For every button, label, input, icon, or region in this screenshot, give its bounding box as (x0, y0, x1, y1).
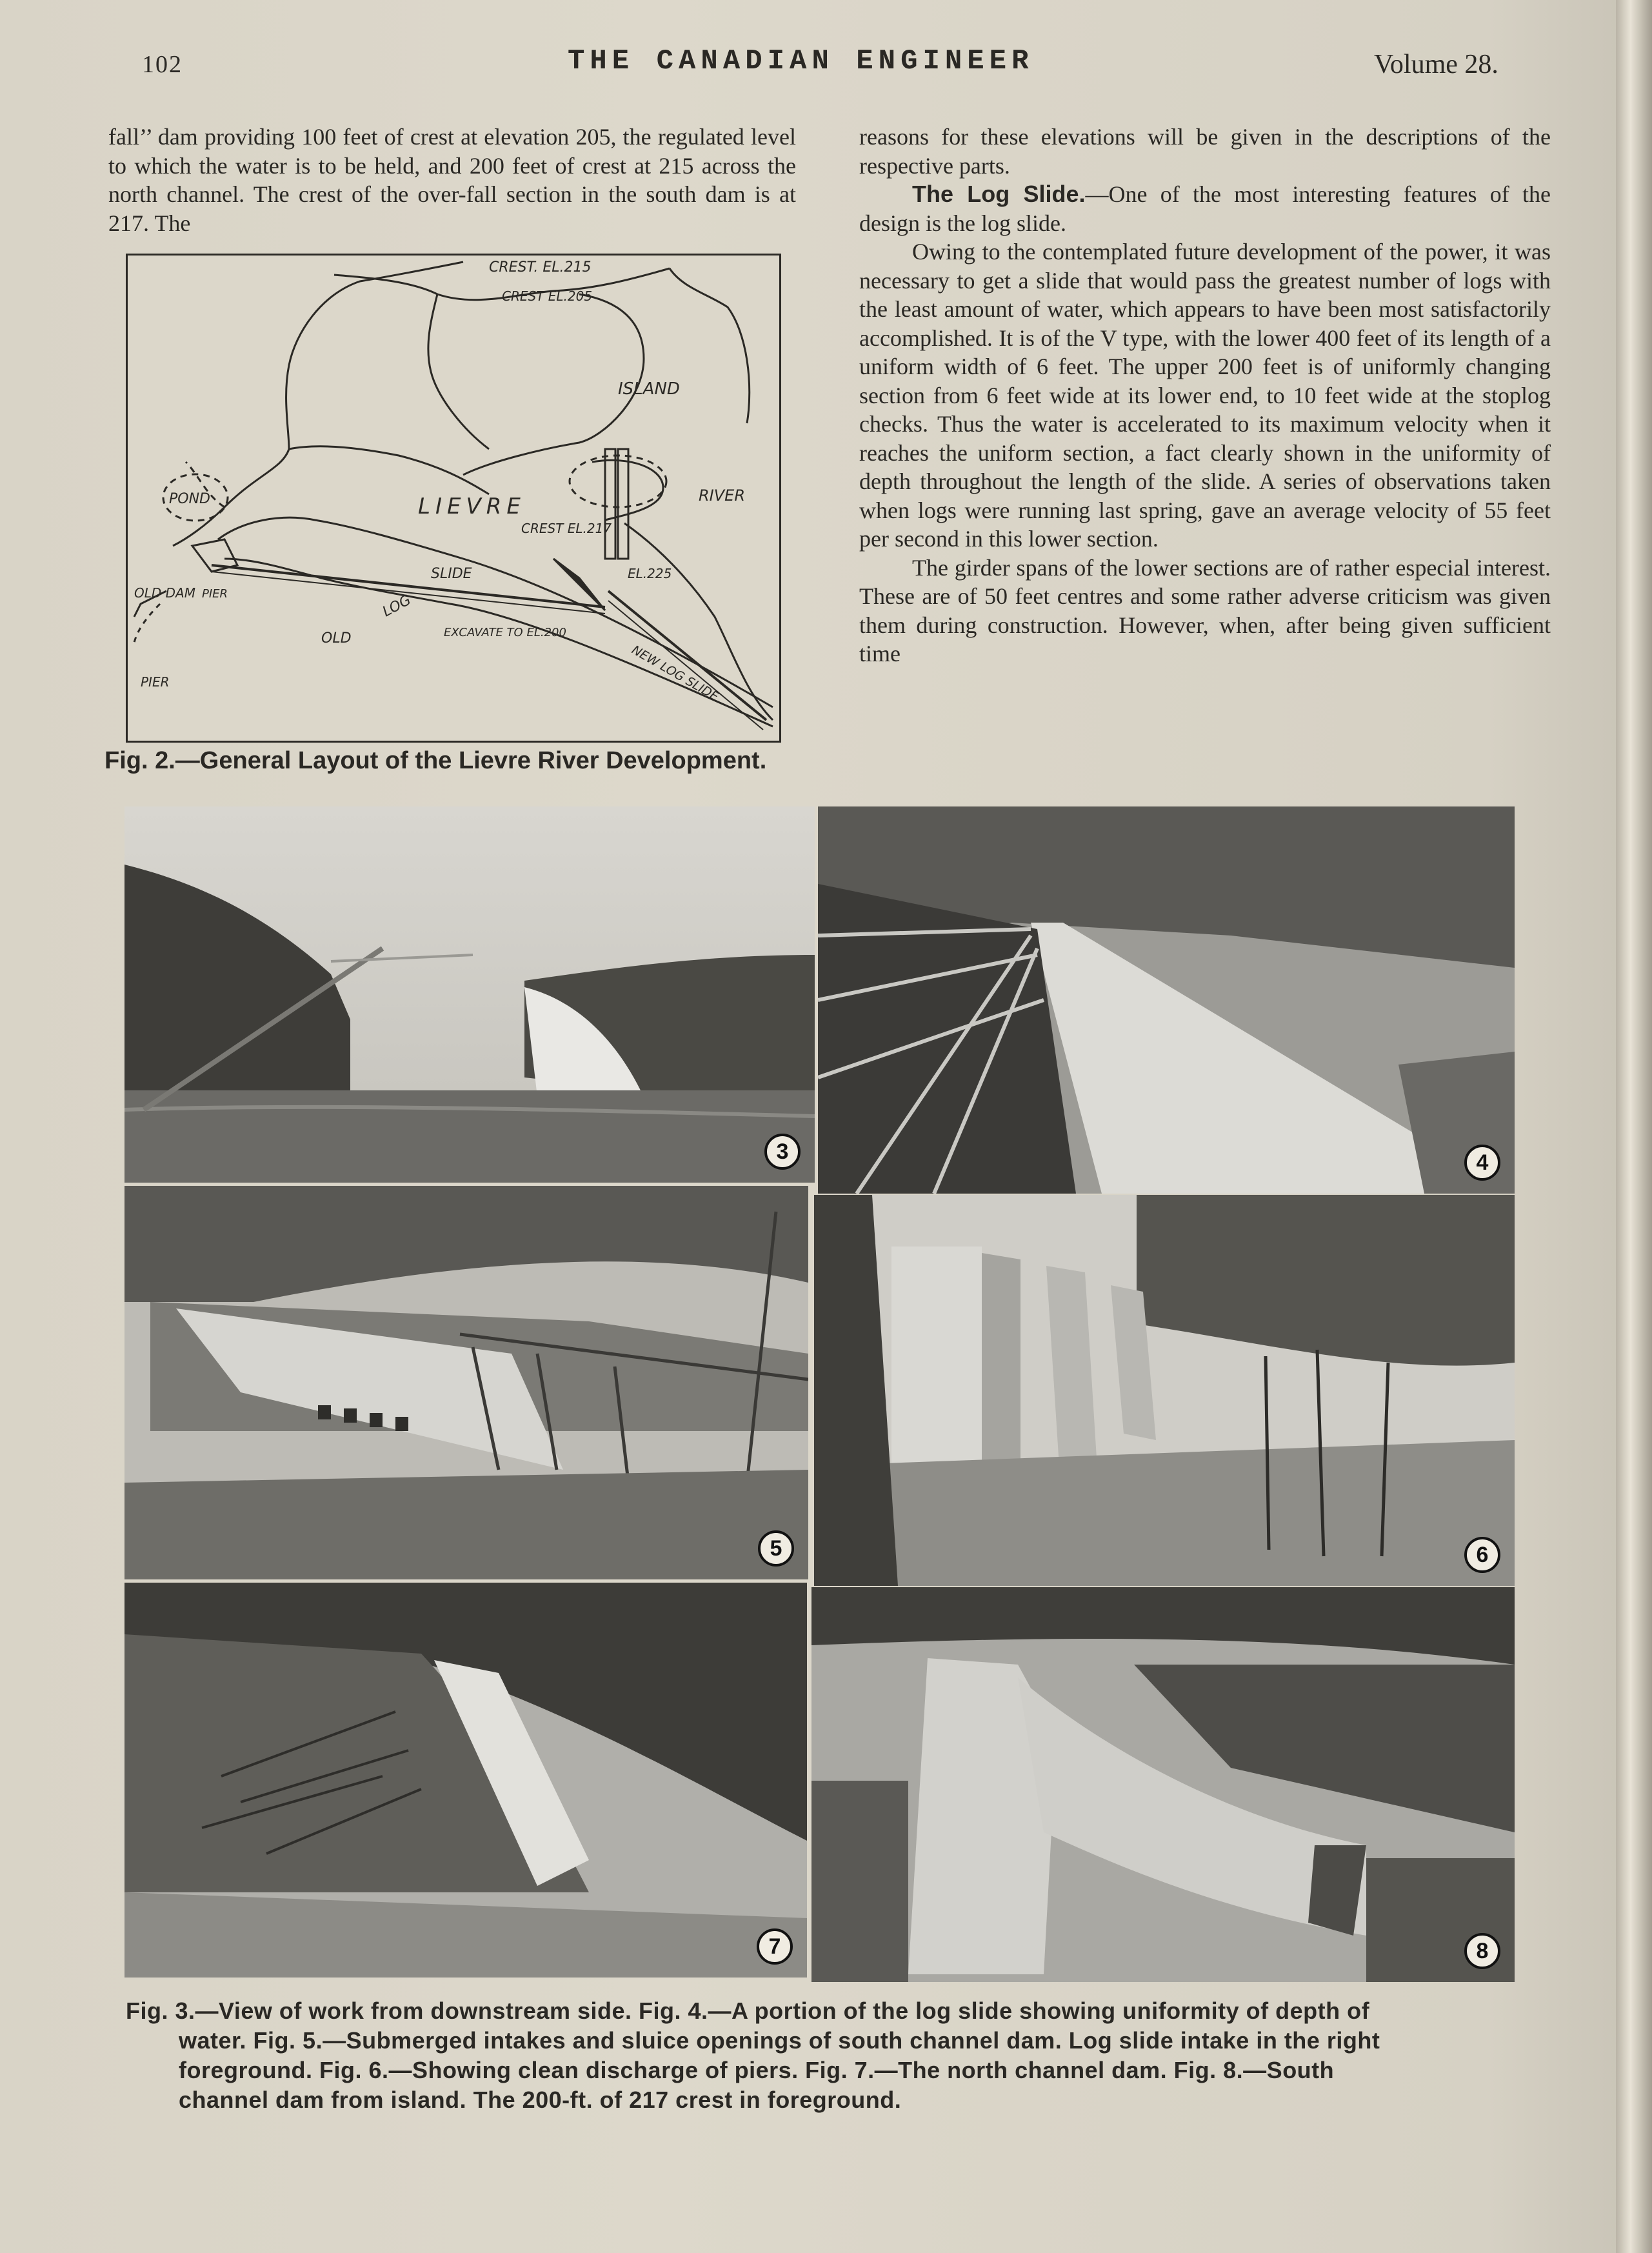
map-label-pond: POND (169, 491, 210, 507)
photo-3-downstream-view (124, 806, 815, 1183)
photo-8-image (811, 1587, 1515, 1982)
log-slide-paragraph (859, 180, 1551, 237)
photo-7-number: 7 (757, 1928, 793, 1965)
page-number: 102 (142, 51, 183, 78)
photo-4-log-slide (818, 806, 1515, 1194)
right-paragraph-3: Owing to the contemplated future development of the power, it was necessary to get a slide that would pass the greatest number of logs with the least amount of water, which appears to have been most satisfactorily accomplished. It is of the V type, with the lower 400 feet of its length of a uniform width of 6 feet. The upper 200 feet is of uniformly changing section from 6 feet wide at its lower end, to 10 feet wide at the stoplog checks. Thus the water is accelerated to its maximum velocity when it reaches the uniform section, a fact clearly shown in the uniformity of depth throughout the length of the slide. A series of observations taken when logs were running last spring, gave an average velocity of 55 feet per second in this lower section. (859, 239, 1551, 552)
left-column (108, 123, 796, 237)
photo-4-number: 4 (1464, 1145, 1500, 1181)
figure3-caption (126, 1996, 1506, 2115)
figure3-caption-line-1: Fig. 3.—View of work from downstream side. Fig. 4.—A portion of the log slide showing uniformity of depth of (126, 1998, 1370, 2024)
figure3-caption-line-3: foreground. Fig. 6.—Showing clean discharge of piers. Fig. 7.—The north channel dam. Fig. 8.—South (179, 2057, 1335, 2083)
photo-8-south-channel-dam-from-island (811, 1587, 1515, 1982)
photo-5-south-channel-dam (124, 1186, 808, 1579)
map-drawing (128, 255, 779, 741)
photo-5-number: 5 (758, 1530, 794, 1567)
left-paragraph: fall’’ dam providing 100 feet of crest at elevation 205, the regulated level to which the water is to be held, and 200 feet of crest at 215 across the north channel. The crest of the over-fall section in the south dam is at 217. The (108, 124, 796, 236)
map-label-old: OLD (321, 630, 352, 646)
right-paragraph-4: The girder spans of the lower sections are of rather especial interest. These are of 50 feet centres and some rather adverse criticism was given them during construction. However, when, after being given sufficient time (859, 554, 1551, 666)
photo-6-image (814, 1195, 1515, 1586)
map-label-river: RIVER (699, 486, 746, 505)
map-label-pier-upper: PIER (202, 587, 228, 601)
map-label-old-dam: OLD DAM (134, 585, 195, 601)
log-slide-heading: The Log Slide. (912, 181, 1086, 207)
map-label-log: LOG (380, 592, 414, 621)
map-label-new-log-slide: NEW LOG SLIDE (629, 643, 721, 705)
figure3-caption-line-4: channel dam from island. The 200-ft. of 217 crest in foreground. (179, 2087, 902, 2113)
map-label-lievre: LIEVRE (418, 494, 526, 519)
log-slide-text: —One of the most interesting features of the design is the log slide. (859, 181, 1551, 236)
map-label-island: ISLAND (618, 379, 680, 399)
photo-7-north-channel-dam (124, 1583, 807, 1978)
photo-3-image (124, 806, 815, 1183)
volume-label: Volume 28. (1374, 50, 1498, 79)
map-label-slide: SLIDE (431, 566, 472, 582)
map-label-crest205: CREST EL.205 (502, 288, 593, 304)
photo-8-number: 8 (1464, 1933, 1500, 1969)
photo-6-number: 6 (1464, 1537, 1500, 1573)
map-label-el225: EL.225 (628, 566, 672, 581)
photo-7-image (124, 1583, 807, 1978)
right-paragraph-1: reasons for these elevations will be given in the descriptions of the respective parts. (859, 124, 1551, 179)
journal-title: THE CANADIAN ENGINEER (568, 45, 1034, 77)
figure2-layout-map (126, 254, 781, 743)
figure2-caption: Fig. 2.—General Layout of the Lievre River Development. (104, 747, 767, 774)
map-label-crest217: CREST EL.217 (521, 521, 612, 536)
photo-5-image (124, 1186, 808, 1579)
photo-3-number: 3 (764, 1134, 801, 1170)
photo-4-image (818, 806, 1515, 1194)
figure3-caption-line-2: water. Fig. 5.—Submerged intakes and sluice openings of south channel dam. Log slide intake in the right (179, 2027, 1380, 2054)
map-label-pier-lower: PIER (141, 674, 170, 690)
map-label-excavate: EXCAVATE TO EL.200 (444, 626, 566, 639)
map-label-crest215: CREST. EL.215 (489, 259, 592, 275)
photo-6-pier-discharge (814, 1195, 1515, 1586)
right-column (859, 123, 1551, 668)
book-spine-edge (1616, 0, 1652, 2253)
running-header (0, 45, 1652, 84)
